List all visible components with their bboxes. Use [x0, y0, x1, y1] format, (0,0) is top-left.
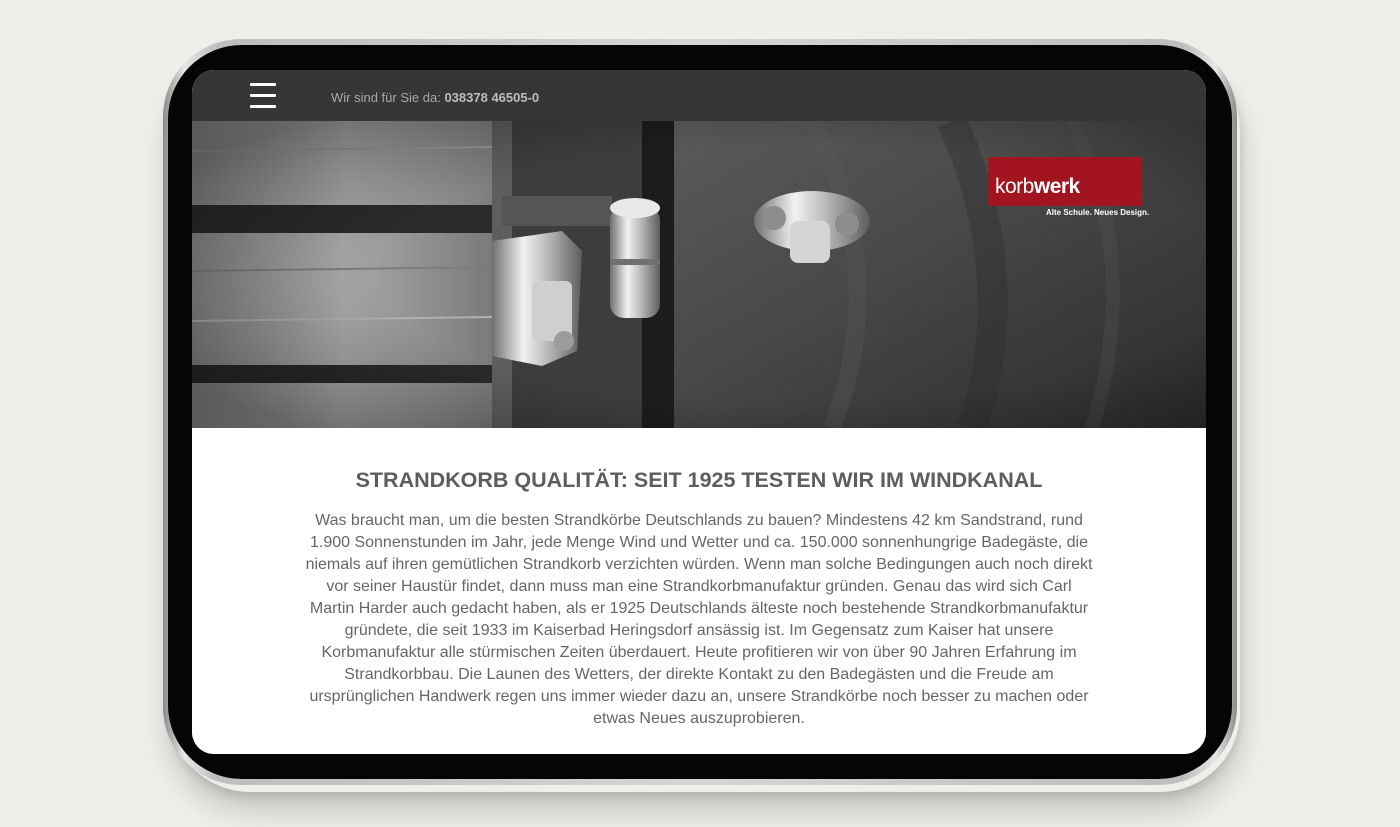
contact-prefix: Wir sind für Sie da: — [331, 90, 441, 105]
korbwerk-logo[interactable] — [988, 157, 1142, 206]
hamburger-line — [250, 94, 276, 97]
main-content — [192, 428, 1206, 754]
logo-text-korb: korb — [995, 175, 1034, 198]
contact-info — [331, 90, 539, 105]
intro-paragraph: Was braucht man, um die besten Strandkörbe Deutschlands zu bauen? Mindestens 42 km Sandstrand, rund 1.900 Sonnenstunden im Jahr, jede Menge Wind und Wetter und ca. 150.000 sonnenhungrige Badegäste, die niemals auf ihren gemütlichen Strandkorb verzichten würden. Wenn man solche Bedingungen auch noch direkt vor seiner Haustür findet, dann muss man eine Strandkorbmanufaktur gründen. Genau das wird sich Carl Martin Harder auch gedacht haben, als er 1925 Deutschlands älteste noch bestehende Strandkorbmanufaktur gründete, die seit 1933 im Kaiserbad Heringsdorf ansässig ist. Im Gegensatz zum Kaiser hat unsere Korbmanufaktur alle stürmischen Zeiten überdauert. Heute profitieren wir von über 90 Jahren Erfahrung im Strandkorbbau. Die Launen des Wetters, der direkte Kontakt zu den Badegästen und die Freude am ursprünglichen Handwerk regen uns immer wieder dazu an, unsere Strandkörbe noch besser zu machen oder etwas Neues auszuprobieren. — [305, 512, 1093, 727]
tablet-screen — [192, 70, 1206, 754]
hamburger-line — [250, 83, 276, 86]
page-title: STRANDKORB QUALITÄT: SEIT 1925 TESTEN WIR IM WINDKANAL — [355, 468, 1043, 492]
logo-text-werk: werk — [1033, 175, 1080, 198]
hamburger-line — [250, 105, 276, 108]
logo-tagline: Alte Schule. Neues Design. — [1046, 208, 1150, 217]
hero-image — [192, 121, 1206, 428]
phone-number[interactable]: 038378 46505-0 — [444, 90, 540, 105]
top-bar — [192, 70, 1206, 121]
hamburger-menu-icon[interactable] — [250, 83, 276, 107]
